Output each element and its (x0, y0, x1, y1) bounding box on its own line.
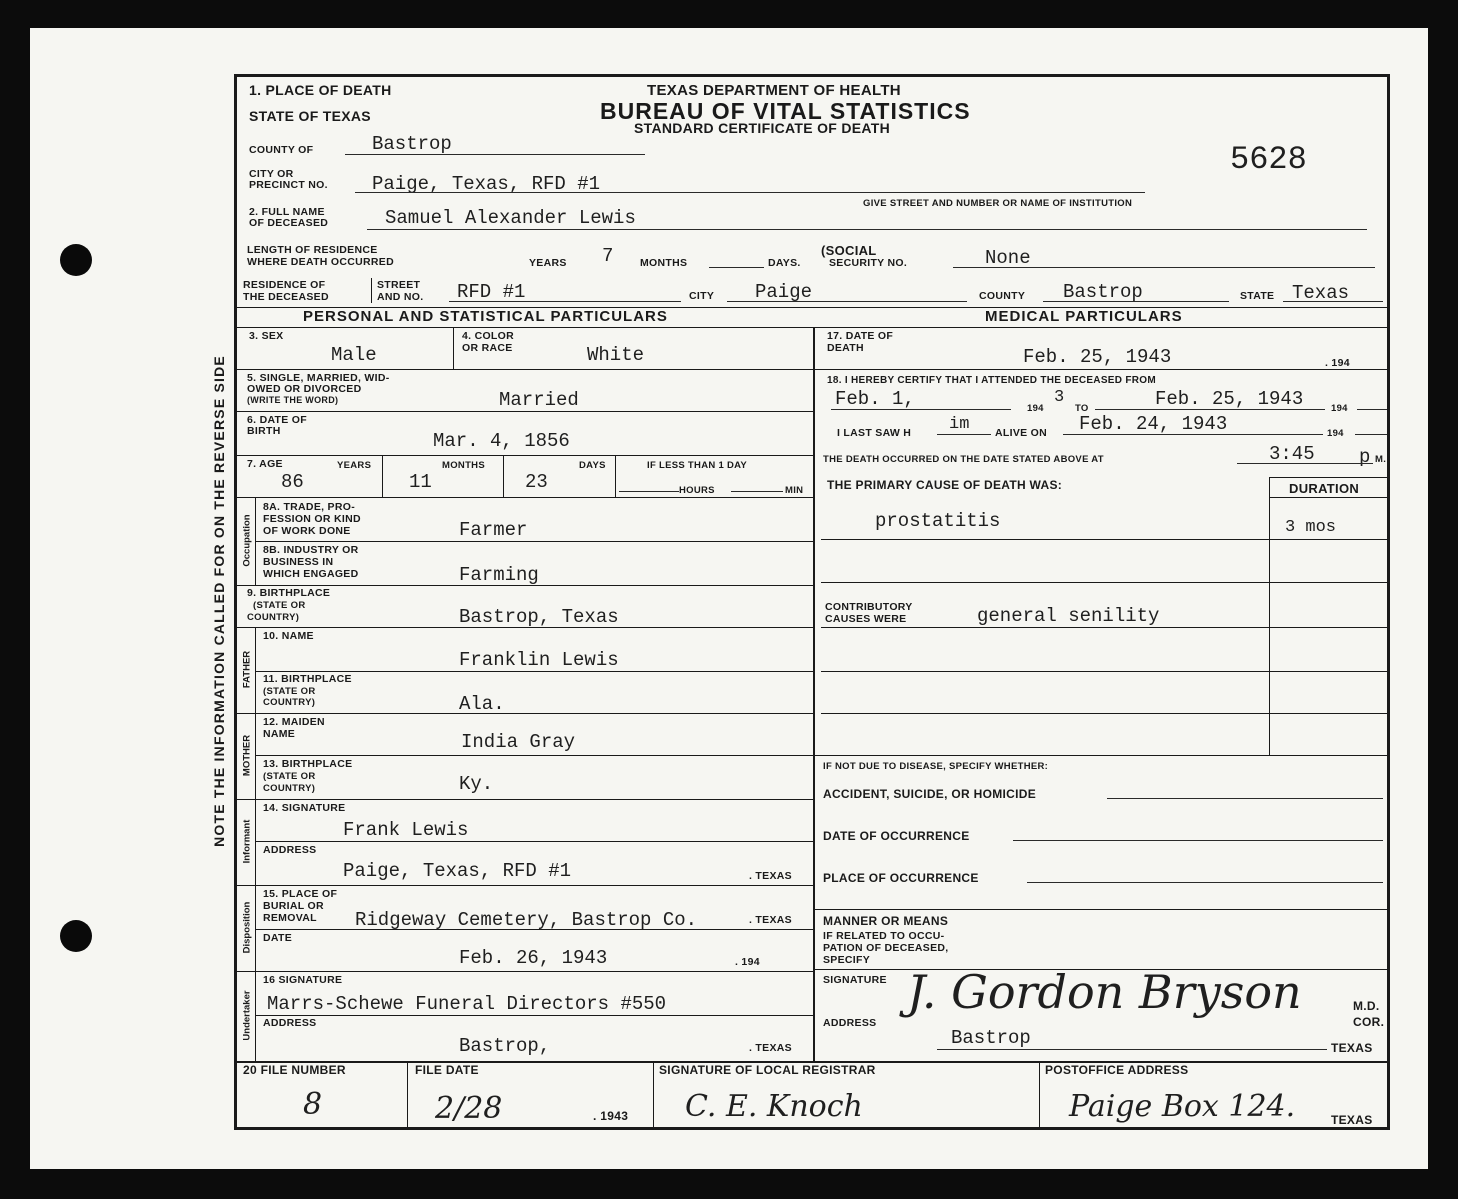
date-of-birth: Mar. 4, 1856 (433, 430, 570, 452)
last-194: 194 (1327, 428, 1344, 439)
burial-label-1: 15. PLACE OF (263, 888, 338, 900)
residence-state: Texas (1292, 282, 1350, 304)
years-label: YEARS (529, 257, 567, 269)
to-label: TO (1075, 403, 1089, 414)
undertaker-side-label: Undertaker (241, 990, 253, 1041)
attended-from: Feb. 1, (835, 388, 915, 410)
trade-label-3: OF WORK DONE (263, 525, 351, 537)
industry-label-3: WHICH ENGAGED (263, 568, 359, 580)
related-label-2: PATION OF DECEASED, (823, 942, 949, 954)
time-of-death: 3:45 (1269, 443, 1315, 465)
certificate-number: 5628 (1230, 141, 1307, 178)
informant-name: Frank Lewis (343, 819, 469, 841)
dod-label-1: 17. DATE OF (827, 330, 894, 342)
deceased-name: Samuel Alexander Lewis (385, 207, 636, 229)
burial-label-2: BURIAL OR (263, 900, 324, 912)
residence-length-label-2: WHERE DEATH OCCURRED (247, 256, 394, 268)
color-value: White (587, 344, 645, 366)
industry-value: Farming (459, 564, 539, 586)
md-label-2: COR. (1353, 1015, 1385, 1029)
related-label-1: IF RELATED TO OCCU- (823, 930, 945, 942)
dob-label-2: BIRTH (247, 425, 281, 437)
physician-texas: TEXAS (1331, 1041, 1373, 1055)
mother-birthplace: Ky. (459, 773, 494, 795)
age-years: 86 (281, 471, 304, 493)
undertaker-name: Marrs-Schewe Funeral Directors #550 (267, 993, 667, 1015)
age-days: 23 (525, 471, 548, 493)
dod-label-2: DEATH (827, 342, 864, 354)
age-years-label: YEARS (337, 460, 372, 471)
mother-birthplace-label-2: (STATE OR (263, 771, 316, 782)
age-label: 7. AGE (247, 458, 283, 470)
from-194: 194 (1027, 403, 1044, 414)
min-label: MIN (785, 485, 804, 496)
to-194: 194 (1331, 403, 1348, 414)
color-label-2: OR RACE (462, 342, 513, 354)
residence-state-label: STATE (1240, 290, 1275, 302)
social-label-2: SECURITY NO. (829, 257, 908, 269)
burial-194: . 194 (735, 956, 760, 968)
residence-city-label: CITY (689, 290, 715, 302)
undertaker-texas: . TEXAS (749, 1042, 792, 1054)
file-date: 2/28 (435, 1091, 503, 1126)
mother-maiden-name: India Gray (461, 731, 576, 753)
attended-to: Feb. 25, 1943 (1155, 388, 1304, 410)
father-birthplace: Ala. (459, 693, 505, 715)
occurrence-date-label: DATE OF OCCURRENCE (823, 829, 970, 843)
related-label-3: SPECIFY (823, 954, 871, 966)
not-due-to-disease-label: IF NOT DUE TO DISEASE, SPECIFY WHETHER: (823, 761, 1049, 772)
age-months: 11 (409, 471, 432, 493)
mother-birthplace-label-1: 13. BIRTHPLACE (263, 758, 353, 770)
full-name-label-1: 2. FULL NAME (249, 206, 325, 218)
certify-label: 18. I HEREBY CERTIFY THAT I ATTENDED THE DECEASED FROM (827, 375, 1157, 386)
time-pm: p (1359, 446, 1371, 468)
undertaker-signature-label: 16 SIGNATURE (263, 974, 343, 986)
disposition-side-label: Disposition (241, 901, 253, 954)
residence-length-label-1: LENGTH OF RESIDENCE (247, 244, 378, 256)
trade-label-1: 8A. TRADE, PRO- (263, 501, 356, 513)
burial-date-label: DATE (263, 932, 293, 944)
bureau-title: BUREAU OF VITAL STATISTICS (600, 98, 971, 124)
burial-texas: . TEXAS (749, 914, 792, 926)
county-value: Bastrop (372, 133, 452, 155)
undertaker-address: Bastrop, (459, 1035, 551, 1057)
county-label: COUNTY OF (249, 144, 314, 156)
last-saw-date: Feb. 24, 1943 (1079, 413, 1228, 435)
birthplace-label-3: COUNTRY) (247, 612, 300, 623)
industry-label-1: 8B. INDUSTRY OR (263, 544, 359, 556)
father-birthplace-label-2: (STATE OR (263, 686, 316, 697)
street-label-1: STREET (377, 279, 421, 291)
duration-label: DURATION (1289, 481, 1360, 496)
residence-city: Paige (755, 281, 813, 303)
primary-cause: prostatitis (875, 510, 1001, 532)
residence-years: 7 (602, 245, 614, 267)
marital-status: Married (499, 389, 579, 411)
days-label: DAYS. (768, 257, 801, 269)
mother-birthplace-label-3: COUNTRY) (263, 783, 316, 794)
last-saw-him: im (949, 415, 970, 434)
physician-address: Bastrop (951, 1027, 1031, 1049)
postoffice-texas: TEXAS (1331, 1113, 1373, 1127)
punch-hole (60, 920, 92, 952)
marital-label-1: 5. SINGLE, MARRIED, WID- (247, 372, 390, 384)
accident-label: ACCIDENT, SUICIDE, OR HOMICIDE (823, 787, 1037, 801)
father-side-label: FATHER (241, 650, 253, 689)
marital-label-3: (WRITE THE WORD) (247, 395, 339, 405)
social-security-number: None (985, 247, 1031, 269)
personal-particulars-heading: PERSONAL AND STATISTICAL PARTICULARS (303, 308, 668, 325)
sex-value: Male (331, 344, 377, 366)
social-label-1: (SOCIAL (821, 243, 877, 258)
file-date-label: FILE DATE (415, 1063, 479, 1077)
medical-particulars-heading: MEDICAL PARTICULARS (985, 308, 1183, 325)
postoffice-address: Paige Box 124. (1069, 1089, 1296, 1124)
residence-street: RFD #1 (457, 281, 526, 303)
residence-county-label: COUNTY (979, 290, 1026, 302)
sex-label: 3. SEX (249, 330, 284, 342)
death-certificate (234, 74, 1390, 1130)
physician-address-label: ADDRESS (823, 1017, 877, 1029)
full-name-label-2: OF DECEASED (249, 217, 329, 229)
age-days-label: DAYS (579, 460, 606, 471)
burial-place: Ridgeway Cemetery, Bastrop Co. (355, 909, 698, 931)
postoffice-label: POSTOFFICE ADDRESS (1045, 1063, 1189, 1077)
city-value: Paige, Texas, RFD #1 (372, 173, 601, 195)
file-year: . 1943 (593, 1109, 629, 1123)
father-birthplace-label-3: COUNTRY) (263, 697, 316, 708)
time-label: THE DEATH OCCURRED ON THE DATE STATED ABOVE AT (823, 454, 1104, 465)
cause-duration: 3 mos (1285, 518, 1337, 537)
file-number-label: 20 FILE NUMBER (243, 1063, 346, 1077)
registrar-label: SIGNATURE OF LOCAL REGISTRAR (659, 1063, 876, 1077)
burial-label-3: REMOVAL (263, 912, 317, 924)
dod-194: . 194 (1325, 357, 1350, 369)
physician-signature: J. Gordon Bryson (907, 965, 1302, 1019)
informant-signature-label: 14. SIGNATURE (263, 802, 346, 814)
time-m: M. (1375, 454, 1387, 465)
birthplace-label-1: 9. BIRTHPLACE (247, 587, 331, 599)
father-name: Franklin Lewis (459, 649, 619, 671)
mother-name-label-2: NAME (263, 728, 296, 740)
occupation-side-label: Occupation (241, 514, 253, 567)
dob-label-1: 6. DATE OF (247, 414, 307, 426)
last-saw-label-2: ALIVE ON (995, 427, 1047, 439)
less-than-day-label: IF LESS THAN 1 DAY (647, 460, 748, 471)
from-year: 3 (1054, 388, 1065, 407)
informant-texas: . TEXAS (749, 870, 792, 882)
certificate-title: STANDARD CERTIFICATE OF DEATH (634, 120, 891, 136)
father-name-label: 10. NAME (263, 630, 314, 642)
reverse-side-note: NOTE THE INFORMATION CALLED FOR ON THE REVERSE SIDE (211, 355, 227, 847)
residence-label-1: RESIDENCE OF (243, 279, 326, 291)
city-label-2: PRECINCT NO. (249, 179, 328, 191)
birthplace-label-2: (STATE OR (253, 600, 306, 611)
occurrence-place-label: PLACE OF OCCURRENCE (823, 871, 979, 885)
trade-value: Farmer (459, 519, 528, 541)
birthplace-value: Bastrop, Texas (459, 606, 619, 628)
punch-hole (60, 244, 92, 276)
informant-address: Paige, Texas, RFD #1 (343, 860, 572, 882)
mother-name-label-1: 12. MAIDEN (263, 716, 325, 728)
department-title: TEXAS DEPARTMENT OF HEALTH (647, 82, 901, 99)
industry-label-2: BUSINESS IN (263, 556, 334, 568)
primary-cause-label: THE PRIMARY CAUSE OF DEATH WAS: (827, 478, 1063, 492)
trade-label-2: FESSION OR KIND (263, 513, 361, 525)
contributory-causes: general senility (977, 605, 1160, 627)
color-label-1: 4. COLOR (462, 330, 514, 342)
street-label-2: AND NO. (377, 291, 424, 303)
mother-side-label: MOTHER (241, 734, 253, 777)
state-of-texas-label: STATE OF TEXAS (249, 108, 371, 124)
father-birthplace-label-1: 11. BIRTHPLACE (263, 673, 352, 685)
last-saw-label-1: I LAST SAW H (837, 427, 912, 439)
marital-label-2: OWED OR DIVORCED (247, 383, 362, 395)
md-label-1: M.D. (1353, 999, 1380, 1013)
informant-address-label: ADDRESS (263, 844, 317, 856)
physician-signature-label: SIGNATURE (823, 974, 887, 986)
residence-county: Bastrop (1063, 281, 1143, 303)
burial-date: Feb. 26, 1943 (459, 947, 608, 969)
street-hint: GIVE STREET AND NUMBER OR NAME OF INSTITUTION (863, 198, 1133, 209)
date-of-death: Feb. 25, 1943 (1023, 346, 1172, 368)
manner-label: MANNER OR MEANS (823, 914, 949, 928)
residence-label-2: THE DECEASED (243, 291, 329, 303)
informant-side-label: Informant (241, 819, 253, 864)
hours-label: HOURS (679, 485, 715, 496)
place-of-death-label: 1. PLACE OF DEATH (249, 82, 392, 98)
city-label-1: CITY OR (249, 168, 294, 180)
contributory-label-1: CONTRIBUTORY (825, 601, 913, 613)
contributory-label-2: CAUSES WERE (825, 613, 907, 625)
undertaker-address-label: ADDRESS (263, 1017, 317, 1029)
age-months-label: MONTHS (442, 460, 485, 471)
registrar-signature: C. E. Knoch (685, 1089, 863, 1124)
file-number: 8 (303, 1087, 323, 1122)
months-label: MONTHS (640, 257, 688, 269)
